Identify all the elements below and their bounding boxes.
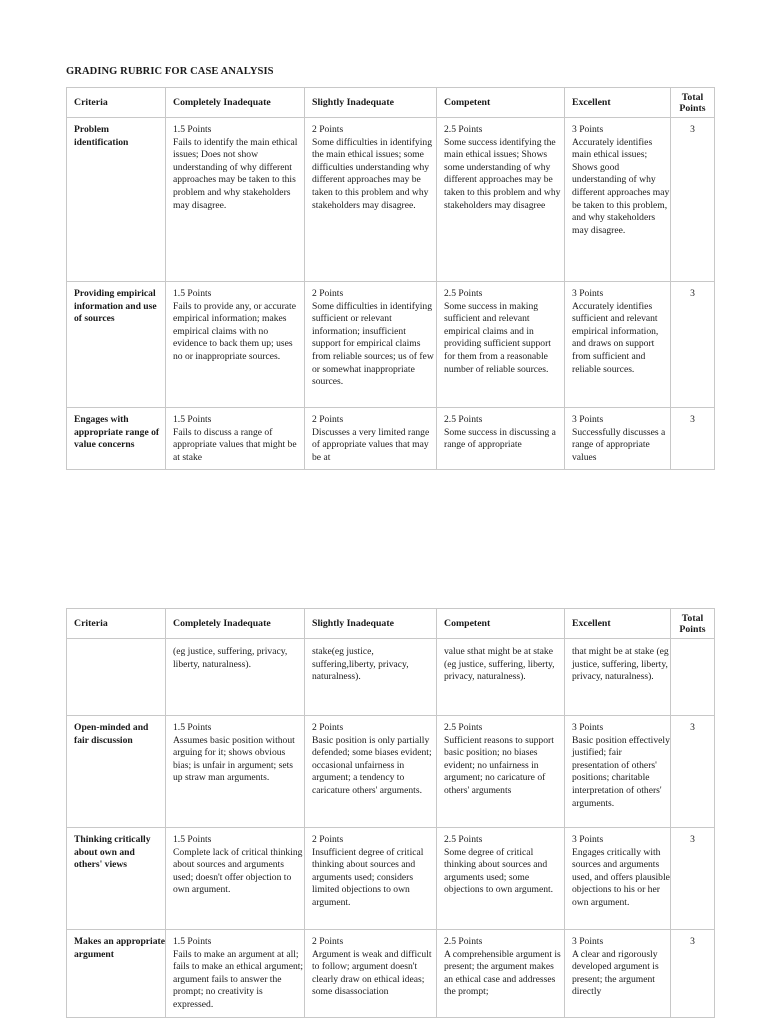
criteria-cell: Providing empirical information and use of sources [67,282,166,408]
excellent-cell [565,282,671,408]
points-label: 1.5 Points [173,414,212,425]
header-slightly-inadequate: Slightly Inadequate [305,609,437,639]
criteria-cell: Problem identification [67,118,166,282]
description: Argument is weak and difficult to follow; argument doesn't clearly draw on ethical ideas; some disassociation [312,948,432,998]
total-points-cell: 3 [671,828,715,930]
points-label: 2.5 Points [444,722,483,733]
points-label: 2 Points [312,124,344,135]
description: Some success identifying the main ethical issues; Shows some understanding of why different approaches may be taken to this problem and why stakeholders may disagree [444,136,561,211]
total-points-cell: 3 [671,408,715,470]
description: Fails to make an argument at all; fails to make an ethical argument; argument fails to answer the prompt; no creativity is expressed. [173,948,304,1010]
criteria-cell: Thinking critically about own and others' views [67,828,166,930]
description: Some success in discussing a range of appropriate [444,426,556,451]
completely-inadequate-cell [166,408,305,470]
competent-cell [437,930,565,1018]
points-label: 2 Points [312,288,344,299]
completely-inadequate-cell [166,282,305,408]
criteria-cell: Engages with appropriate range of value concerns [67,408,166,470]
excellent-cell [565,118,671,282]
criteria-cell: Open-minded and fair discussion [67,716,166,828]
rubric-row-critical-thinking [67,828,715,930]
header-criteria: Criteria [67,88,166,118]
points-label: 1.5 Points [173,288,212,299]
header-points-label: Points [679,623,706,635]
description: Accurately identifies sufficient and relevant empirical information, and draws on support from sufficient and reliable sources. [572,300,659,375]
points-label: 3 Points [572,124,604,135]
description: Complete lack of critical thinking about sources and arguments used; doesn't offer objection to own argument. [173,846,303,896]
slightly-inadequate-cell [305,282,437,408]
description: Accurately identifies main ethical issues; Shows good understanding of why different approaches may be taken to this problem, and why stakeholders may disagree. [572,136,670,236]
header-slightly-inadequate: Slightly Inadequate [305,88,437,118]
points-label: 3 Points [572,288,604,299]
header-total-points [671,88,715,118]
total-points-cell: 3 [671,930,715,1018]
rubric-row-empirical-information [67,282,715,408]
rubric-row-problem-identification [67,118,715,282]
competent-cell [437,282,565,408]
criteria-cell [67,639,166,716]
total-points-cell [671,639,715,716]
rubric-table-page-1 [66,87,715,470]
points-label: 3 Points [572,936,604,947]
points-label: 1.5 Points [173,722,212,733]
total-points-cell: 3 [671,282,715,408]
excellent-cell [565,408,671,470]
rubric-row-appropriate-argument [67,930,715,1018]
description: A comprehensible argument is present; the argument makes an ethical case and addresses the prompt; [444,948,561,998]
description: Assumes basic position without arguing for it; shows obvious bias; is unfair in argument; sets up straw man arguments. [173,734,295,784]
points-label: 3 Points [572,414,604,425]
description: Some difficulties in identifying the main ethical issues; some difficulties understanding why different approaches may be taken to this problem and why stakeholders may disagree. [312,136,432,211]
completely-inadequate-cell [166,118,305,282]
excellent-cell [565,828,671,930]
slightly-inadequate-cell [305,408,437,470]
rubric-row-value-concerns [67,408,715,470]
slightly-inadequate-cell [305,118,437,282]
description: Some success in making sufficient and relevant empirical claims and in providing sufficient support for them from a reasonable number of reliable sources. [444,300,551,375]
points-label: 2.5 Points [444,288,483,299]
description: that might be at stake (eg justice, suffering, liberty, privacy, naturalness). [572,646,669,683]
header-criteria: Criteria [67,609,166,639]
competent-cell [437,716,565,828]
rubric-table-page-2 [66,608,715,1018]
rubric-row-open-minded-discussion [67,716,715,828]
description: Basic position is only partially defended; some biases evident; occasional unfairness in argument; a tendency to caricature others' arguments. [312,734,432,796]
description: Fails to provide any, or accurate empirical information; makes empirical claims with no evidence to back them up; uses no or inappropriate sources. [173,300,296,362]
total-points-cell: 3 [671,118,715,282]
competent-cell [437,639,565,716]
description: stake(eg justice, suffering,liberty, privacy, naturalness). [312,646,409,683]
points-label: 2.5 Points [444,834,483,845]
slightly-inadequate-cell [305,930,437,1018]
excellent-cell [565,716,671,828]
criteria-cell: Makes an appropriate argument [67,930,166,1018]
header-competent: Competent [437,609,565,639]
header-row [67,88,715,118]
header-total-points [671,609,715,639]
header-excellent: Excellent [565,609,671,639]
points-label: 2.5 Points [444,414,483,425]
description: Some difficulties in identifying sufficient or relevant information; insufficient support for empirical claims from reliable sources; us of few or somewhat inappropriate sources. [312,300,434,388]
points-label: 3 Points [572,722,604,733]
rubric-row-value-concerns-continued [67,639,715,716]
competent-cell [437,828,565,930]
points-label: 2 Points [312,834,344,845]
points-label: 2.5 Points [444,124,483,135]
points-label: 1.5 Points [173,124,212,135]
points-label: 2 Points [312,722,344,733]
header-completely-inadequate: Completely Inadequate [166,88,305,118]
completely-inadequate-cell [166,716,305,828]
total-points-cell: 3 [671,716,715,828]
header-points-label: Points [679,102,706,114]
description: Discusses a very limited range of appropriate values that may be at [312,426,430,463]
description: Engages critically with sources and arguments used, and offers plausible objections to his or her own argument. [572,846,670,908]
header-total-label: Total [681,612,704,624]
points-label: 1.5 Points [173,834,212,845]
description: Some degree of critical thinking about sources and arguments used; some objections to own argument. [444,846,554,896]
header-competent: Competent [437,88,565,118]
header-row [67,609,715,639]
description: Fails to identify the main ethical issues; Does not show understanding of why different approaches may be taken to this problem and why stakeholders may disagree. [173,136,298,211]
completely-inadequate-cell [166,930,305,1018]
header-completely-inadequate: Completely Inadequate [166,609,305,639]
description: value sthat might be at stake (eg justice, suffering, liberty, privacy, naturalness). [444,646,555,683]
points-label: 2.5 Points [444,936,483,947]
completely-inadequate-cell [166,639,305,716]
header-excellent: Excellent [565,88,671,118]
description: Fails to discuss a range of appropriate values that might be at stake [173,426,297,463]
points-label: 2 Points [312,414,344,425]
description: (eg justice, suffering, privacy, liberty, naturalness). [173,646,288,670]
slightly-inadequate-cell [305,639,437,716]
document-title: GRADING RUBRIC FOR CASE ANALYSIS [66,66,274,77]
competent-cell [437,118,565,282]
completely-inadequate-cell [166,828,305,930]
competent-cell [437,408,565,470]
slightly-inadequate-cell [305,828,437,930]
description: Basic position effectively justified; fair presentation of others' positions; charitable interpretation of others' arguments. [572,734,670,809]
excellent-cell [565,930,671,1018]
slightly-inadequate-cell [305,716,437,828]
points-label: 2 Points [312,936,344,947]
points-label: 1.5 Points [173,936,212,947]
description: A clear and rigorously developed argument is present; the argument directly [572,948,659,998]
points-label: 3 Points [572,834,604,845]
description: Insufficient degree of critical thinking about sources and arguments used; considers limited objections to own argument. [312,846,424,908]
description: Successfully discusses a range of appropriate values [572,426,666,463]
excellent-cell [565,639,671,716]
header-total-label: Total [681,91,704,103]
description: Sufficient reasons to support basic position; no biases evident; no unfairness in argument; no caricature of others' arguments [444,734,554,796]
